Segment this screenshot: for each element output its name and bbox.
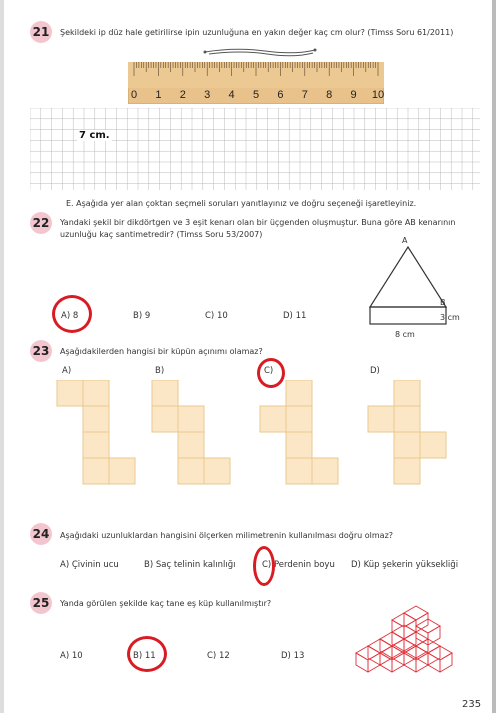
ruler-number: 7 (301, 89, 308, 101)
string-figure (195, 44, 325, 58)
triangle-rectangle-figure (360, 235, 470, 345)
q23-option-a[interactable]: A) (62, 366, 72, 376)
q24-option-a[interactable]: A) Çivinin ucu (60, 560, 119, 570)
question-22-number: 22 (30, 212, 52, 234)
answer-mark-circle (52, 295, 92, 333)
section-e-instruction: E. Aşağıda yer alan çoktan seçmeli soruları yanıtlayınız ve doğru seçeneği işaretleyiniz. (66, 199, 417, 208)
q23-option-b[interactable]: B) (155, 366, 165, 376)
label-b: B (440, 298, 446, 307)
page-edge-right (492, 0, 496, 713)
dim-height: 3 cm (440, 313, 460, 322)
ruler-number: 6 (277, 89, 284, 101)
cube-stack-figure (352, 605, 472, 685)
question-24-number: 24 (30, 523, 52, 545)
question-23-text: Aşağıdakilerden hangisi bir küpün açınımı olamaz? (60, 347, 263, 356)
question-23-number: 23 (30, 340, 52, 362)
q23-option-d[interactable]: D) (370, 366, 380, 376)
ruler-number: 10 (371, 89, 384, 101)
ruler (128, 62, 384, 104)
ruler-number: 3 (204, 89, 211, 101)
question-21-text: Şekildeki ip düz hale getirilirse ipin uzunluğuna en yakın değer kaç cm olur? (Timss Soru 61/2011) (60, 28, 454, 37)
q25-option-b[interactable]: B) 11 (133, 651, 156, 661)
page-edge-left (0, 0, 4, 713)
q25-option-c[interactable]: C) 12 (207, 651, 230, 661)
question-21-number: 21 (30, 21, 52, 43)
ruler-number: 0 (130, 89, 138, 101)
question-25-number: 25 (30, 592, 52, 614)
dim-width: 8 cm (395, 330, 415, 339)
q25-option-a[interactable]: A) 10 (60, 651, 83, 661)
ruler-number: 9 (350, 89, 357, 101)
question-22-text-line2: uzunluğu kaç santimetredir? (Timss Soru 53/2007) (60, 230, 263, 239)
q22-option-b[interactable]: B) 9 (133, 311, 151, 321)
q22-option-c[interactable]: C) 10 (205, 311, 228, 321)
grid-label: 7 cm. (79, 130, 110, 141)
ruler-number: 8 (326, 89, 333, 101)
question-25-text: Yanda görülen şekilde kaç tane eş küp kullanılmıştır? (60, 599, 272, 608)
answer-mark-circle (127, 636, 167, 672)
q22-option-a[interactable]: A) 8 (61, 311, 79, 321)
q24-option-c[interactable]: C) Perdenin boyu (262, 560, 335, 570)
q22-option-d[interactable]: D) 11 (283, 311, 307, 321)
ruler-number: 2 (179, 89, 186, 101)
question-24-text: Aşağıdaki uzunluklardan hangisini ölçerken milimetrenin kullanılması doğru olmaz? (60, 531, 394, 540)
answer-mark-circle (253, 546, 275, 586)
ruler-number: 1 (155, 89, 162, 101)
question-22-text-line1: Yandaki şekil bir dikdörtgen ve 3 eşit kenarı olan bir üçgenden oluşmuştur. Buna göre AB kenarının (60, 218, 456, 227)
q24-option-b[interactable]: B) Saç telinin kalınlığı (144, 560, 236, 570)
grid-paper (30, 108, 480, 190)
cube-nets (55, 380, 475, 490)
q23-option-c[interactable]: C) (264, 366, 274, 376)
ruler-number: 5 (252, 89, 260, 101)
label-a: A (402, 236, 408, 245)
ruler-number: 4 (228, 89, 235, 101)
q25-option-d[interactable]: D) 13 (281, 651, 305, 661)
q24-option-d[interactable]: D) Küp şekerin yüksekliği (351, 560, 459, 570)
page-number: 235 (462, 699, 482, 710)
